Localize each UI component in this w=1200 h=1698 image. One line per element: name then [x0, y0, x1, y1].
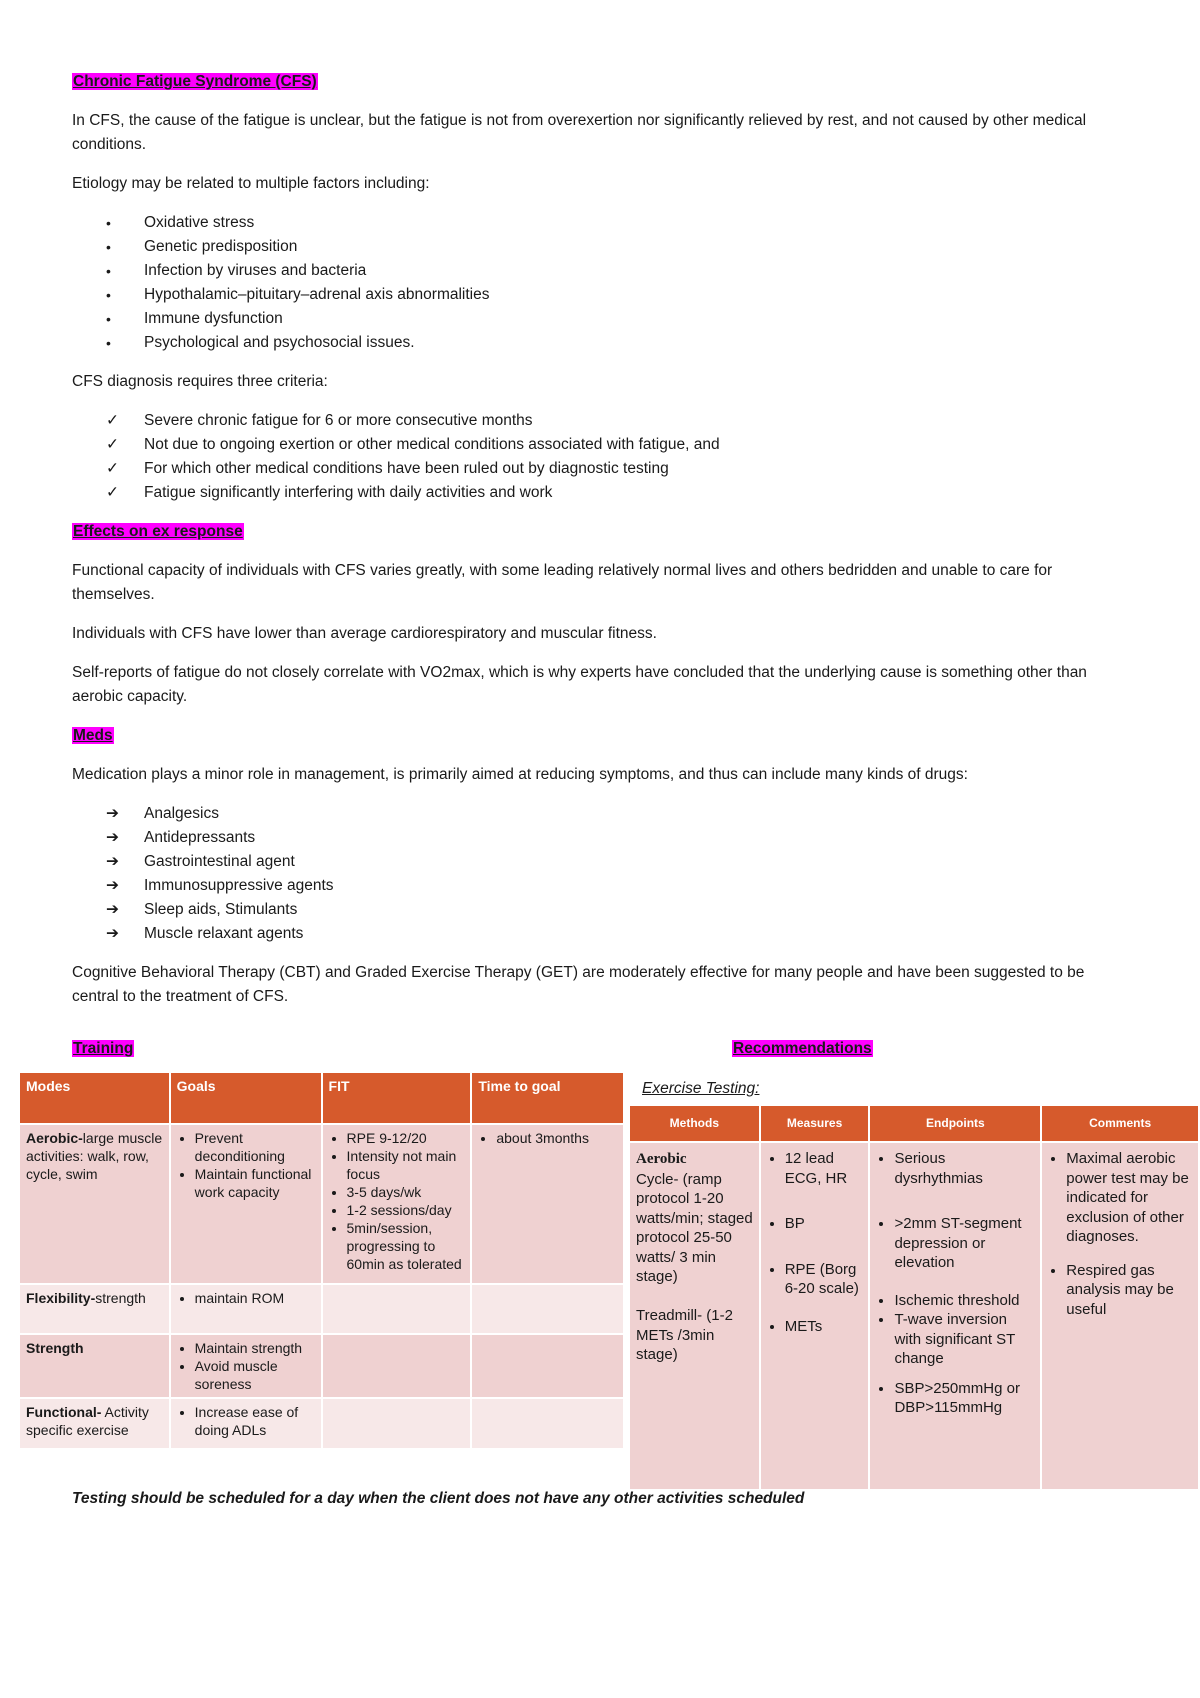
- list-item: ✓ Fatigue significantly interfering with daily activities and work: [72, 481, 1132, 505]
- table-cell: • 12 lead ECG, HR • BP • RPE (Borg 6-20 scale) • METs: [760, 1142, 870, 1489]
- training-table: [20, 1073, 625, 1448]
- arrow-right-icon: ➔: [106, 901, 119, 918]
- recommendations-table: [630, 1106, 1200, 1489]
- table-row: [630, 1142, 1199, 1489]
- meds-intro: Medication plays a minor role in management, is primarily aimed at reducing symptoms, and thus can include many kinds of drugs:: [72, 766, 968, 783]
- checkmark-icon: ✓: [106, 484, 119, 501]
- arrow-right-icon: ➔: [106, 805, 119, 822]
- list-item: • Infection by viruses and bacteria: [72, 259, 1132, 283]
- list-item: ➔ Immunosuppressive agents: [72, 874, 1132, 898]
- list-item: • Genetic predisposition: [72, 235, 1132, 259]
- table-cell: [322, 1334, 472, 1398]
- bullet-icon: •: [106, 239, 111, 255]
- table-header: Goals: [170, 1073, 322, 1124]
- effects-paragraph-2: Individuals with CFS have lower than average cardiorespiratory and muscular fitness.: [72, 625, 657, 642]
- table-header: Comments: [1041, 1106, 1199, 1142]
- etiology-list: [72, 211, 1132, 355]
- table-header: Measures: [760, 1106, 870, 1142]
- list-item: • Psychological and psychosocial issues.: [72, 331, 1132, 355]
- table-cell: [471, 1398, 624, 1448]
- intro-paragraph: In CFS, the cause of the fatigue is unclear, but the fatigue is not from overexertion nor significantly relieved by rest, and not caused by other medical conditions.: [72, 112, 1087, 153]
- testing-note: Testing should be scheduled for a day when the client does not have any other activities scheduled: [72, 1490, 805, 1507]
- etiology-intro: Etiology may be related to multiple factors including:: [72, 175, 430, 192]
- recommendations-heading: Recommendations: [733, 1040, 872, 1057]
- diagnosis-list: [72, 409, 1132, 505]
- page-title: Chronic Fatigue Syndrome (CFS): [73, 73, 317, 90]
- cbt-paragraph: Cognitive Behavioral Therapy (CBT) and Graded Exercise Therapy (GET) are moderately effective for many people and have been suggested to be central to the treatment of CFS.: [72, 964, 1085, 1005]
- table-cell: [471, 1284, 624, 1334]
- effects-heading: Effects on ex response: [73, 523, 243, 540]
- table-cell: Functional- Activity specific exercise: [20, 1398, 170, 1448]
- document-body: [72, 70, 1132, 1024]
- list-item: • Oxidative stress: [72, 211, 1132, 235]
- table-cell: • Prevent deconditioning • Maintain functional work capacity: [170, 1124, 322, 1284]
- table-cell: • maintain ROM: [170, 1284, 322, 1334]
- table-header: Endpoints: [869, 1106, 1041, 1142]
- effects-paragraph-1: Functional capacity of individuals with CFS varies greatly, with some leading relatively normal lives and others bedridden and unable to care for themselves.: [72, 562, 1053, 603]
- table-cell: • Serious dysrhythmias • >2mm ST-segment depression or elevation • Ischemic threshold • T-wave inversion with significant ST change • SBP>250mmHg or DBP>115mmHg: [869, 1142, 1041, 1489]
- table-row: [20, 1398, 624, 1448]
- bullet-icon: •: [106, 215, 111, 231]
- list-item: ✓ Severe chronic fatigue for 6 or more consecutive months: [72, 409, 1132, 433]
- list-item: ➔ Sleep aids, Stimulants: [72, 898, 1132, 922]
- arrow-right-icon: ➔: [106, 853, 119, 870]
- checkmark-icon: ✓: [106, 436, 119, 453]
- table-cell: Strength: [20, 1334, 170, 1398]
- table-header: FIT: [322, 1073, 472, 1124]
- table-row: [20, 1124, 624, 1284]
- training-heading: Training: [73, 1040, 134, 1057]
- list-item: ✓ For which other medical conditions have been ruled out by diagnostic testing: [72, 457, 1132, 481]
- table-row: [20, 1334, 624, 1398]
- list-item: ➔ Gastrointestinal agent: [72, 850, 1132, 874]
- exercise-testing-label: Exercise Testing:: [642, 1080, 760, 1097]
- table-cell: Aerobic-large muscle activities: walk, row, cycle, swim: [20, 1124, 170, 1284]
- diagnosis-intro: CFS diagnosis requires three criteria:: [72, 373, 328, 390]
- arrow-right-icon: ➔: [106, 925, 119, 942]
- list-item: ✓ Not due to ongoing exertion or other medical conditions associated with fatigue, and: [72, 433, 1132, 457]
- effects-paragraph-3: Self-reports of fatigue do not closely correlate with VO2max, which is why experts have concluded that the underlying cause is something other than aerobic capacity.: [72, 664, 1087, 705]
- table-cell: • Increase ease of doing ADLs: [170, 1398, 322, 1448]
- bullet-icon: •: [106, 287, 111, 303]
- table-header: Modes: [20, 1073, 170, 1124]
- table-row: [20, 1284, 624, 1334]
- table-cell: • Maximal aerobic power test may be indicated for exclusion of other diagnoses. • Respired gas analysis may be useful: [1041, 1142, 1199, 1489]
- table-header: Time to goal: [471, 1073, 624, 1124]
- table-cell: Aerobic Cycle- (ramp protocol 1-20 watts/min; staged protocol 25-50 watts/ 3 min stage) Treadmill- (1-2 METs /3min stage): [630, 1142, 760, 1489]
- meds-list: [72, 802, 1132, 946]
- bullet-icon: •: [106, 311, 111, 327]
- table-header: Methods: [630, 1106, 760, 1142]
- table-cell: • Maintain strength • Avoid muscle soreness: [170, 1334, 322, 1398]
- bullet-icon: •: [106, 263, 111, 279]
- list-item: • Hypothalamic–pituitary–adrenal axis abnormalities: [72, 283, 1132, 307]
- checkmark-icon: ✓: [106, 460, 119, 477]
- meds-heading: Meds: [73, 727, 113, 744]
- arrow-right-icon: ➔: [106, 877, 119, 894]
- list-item: ➔ Antidepressants: [72, 826, 1132, 850]
- checkmark-icon: ✓: [106, 412, 119, 429]
- table-cell: [322, 1398, 472, 1448]
- table-cell: Flexibility-strength: [20, 1284, 170, 1334]
- table-cell: [471, 1334, 624, 1398]
- list-item: • Immune dysfunction: [72, 307, 1132, 331]
- table-cell: [322, 1284, 472, 1334]
- list-item: ➔ Muscle relaxant agents: [72, 922, 1132, 946]
- arrow-right-icon: ➔: [106, 829, 119, 846]
- table-cell: • RPE 9-12/20 • Intensity not main focus • 3-5 days/wk • 1-2 sessions/day • 5min/session, progressing to 60min as tolerated: [322, 1124, 472, 1284]
- bullet-icon: •: [106, 335, 111, 351]
- table-cell: • about 3months: [471, 1124, 624, 1284]
- list-item: ➔ Analgesics: [72, 802, 1132, 826]
